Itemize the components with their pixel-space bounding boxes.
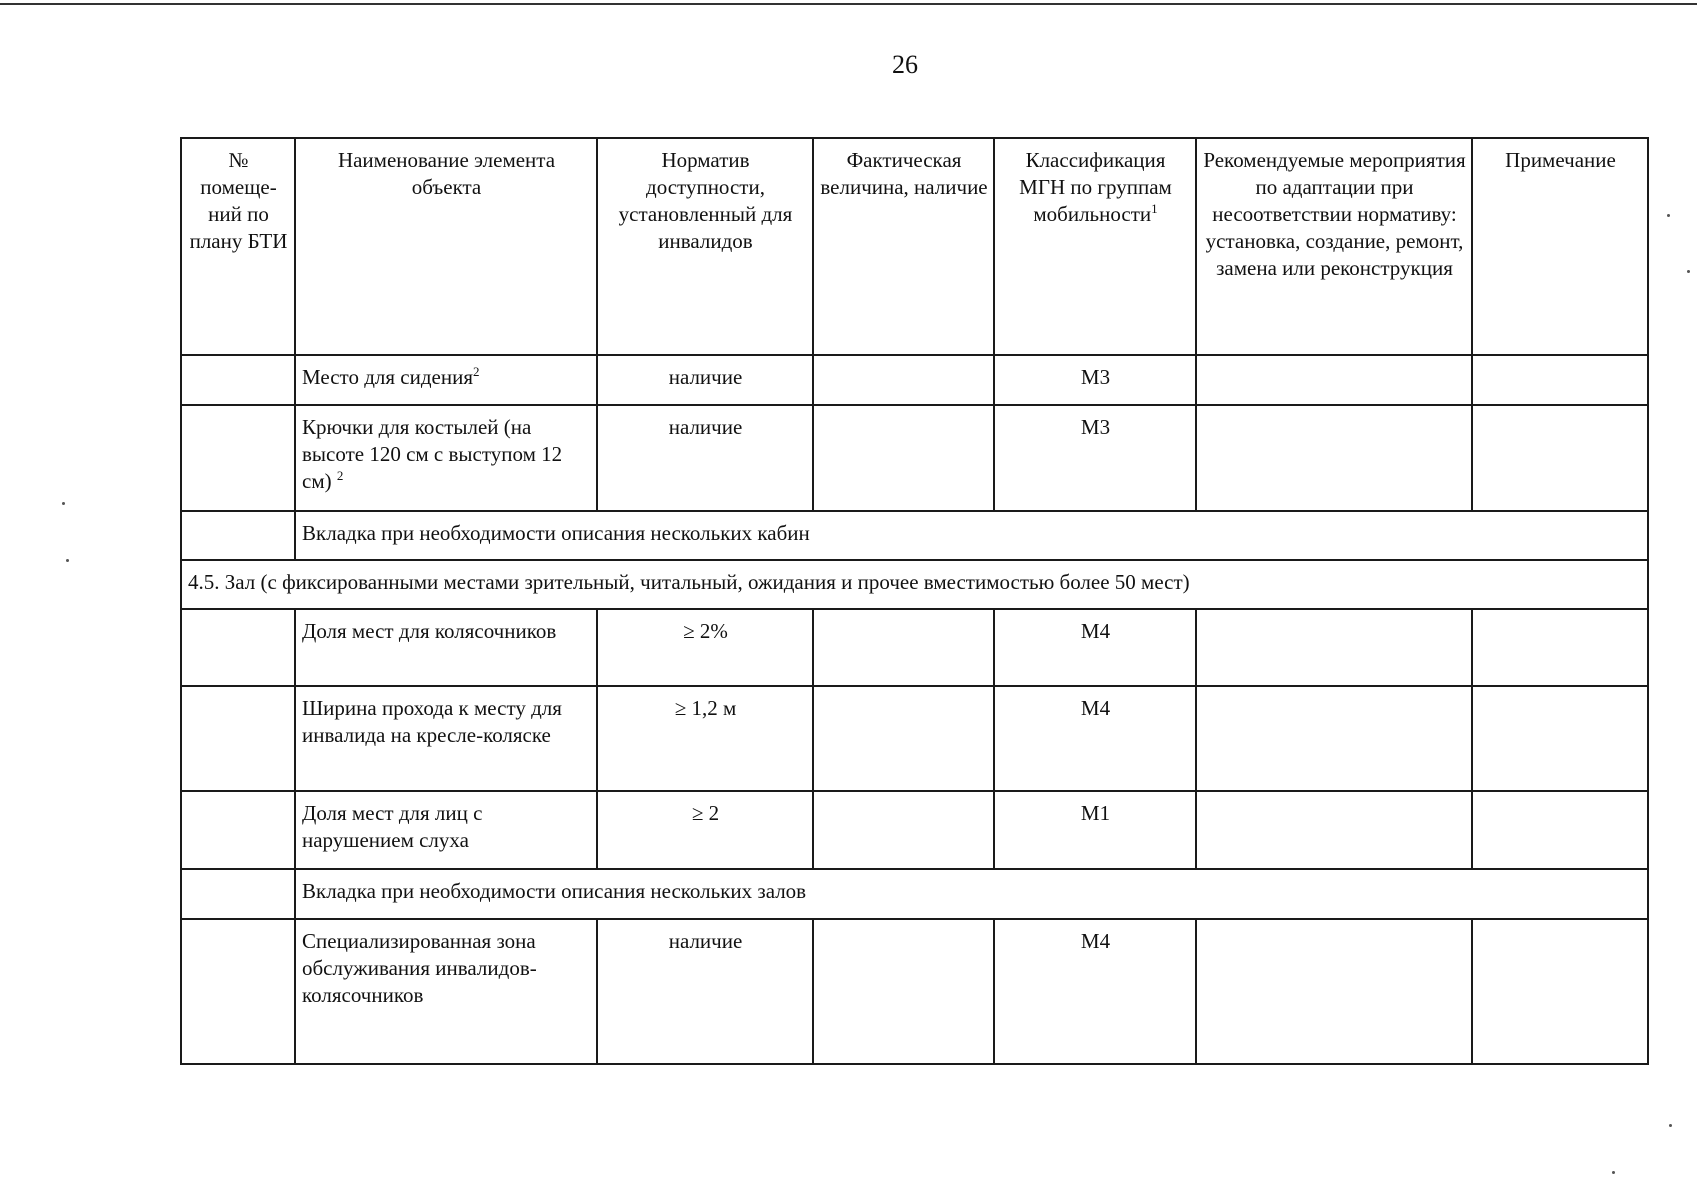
cell-recommended-measures (1196, 686, 1472, 791)
header-mgn-classification-text: Классификация МГН по группам мобильности (1019, 148, 1172, 226)
cell-note (1472, 405, 1648, 511)
table-row (181, 919, 1648, 1064)
cell-note (1472, 686, 1648, 791)
table-row (181, 869, 1648, 919)
scan-speck (1687, 270, 1690, 273)
header-norm: Норматив доступности, установленный для инвалидов (597, 138, 813, 355)
accessibility-table (180, 137, 1649, 1065)
footnote-mark: 2 (472, 364, 480, 379)
scan-speck (1667, 214, 1670, 217)
cell-room-number (181, 355, 295, 405)
cell-mgn-class: М3 (994, 405, 1196, 511)
table-section-row (181, 560, 1648, 609)
cell-recommended-measures (1196, 919, 1472, 1064)
cell-norm: ≥ 2% (597, 609, 813, 686)
top-border-line (0, 3, 1697, 5)
table-row (181, 355, 1648, 405)
cell-insert-note: Вкладка при необходимости описания нескольких кабин (295, 511, 1648, 560)
cell-note (1472, 355, 1648, 405)
header-element-name: Наименование элемента объекта (295, 138, 597, 355)
scan-speck (66, 559, 69, 562)
cell-recommended-measures (1196, 405, 1472, 511)
cell-room-number (181, 405, 295, 511)
cell-mgn-class: М4 (994, 609, 1196, 686)
cell-element-name: Ширина прохода к месту для инвалида на кресле-коляске (295, 686, 597, 791)
cell-mgn-class: М4 (994, 919, 1196, 1064)
cell-actual-value (813, 405, 994, 511)
table-row (181, 686, 1648, 791)
cell-actual-value (813, 355, 994, 405)
element-name-text: Место для сидения (302, 365, 473, 389)
cell-mgn-class: М4 (994, 686, 1196, 791)
cell-norm: наличие (597, 355, 813, 405)
page-number: 26 (892, 50, 918, 79)
cell-room-number (181, 609, 295, 686)
footnote-mark: 2 (336, 468, 344, 483)
scan-speck (62, 502, 65, 505)
table-row (181, 791, 1648, 869)
scan-speck (1612, 1171, 1615, 1174)
cell-element-name: Доля мест для колясочников (295, 609, 597, 686)
cell-actual-value (813, 686, 994, 791)
cell-room-number (181, 919, 295, 1064)
header-room-number: № помеще-ний по плану БТИ (181, 138, 295, 355)
cell-note (1472, 791, 1648, 869)
cell-norm: наличие (597, 405, 813, 511)
header-actual-value: Фактическая величина, наличие (813, 138, 994, 355)
table-row (181, 609, 1648, 686)
cell-note (1472, 609, 1648, 686)
cell-norm: ≥ 1,2 м (597, 686, 813, 791)
cell-element-name: Специализированная зона обслуживания инвалидов-колясочников (295, 919, 597, 1064)
cell-mgn-class: М3 (994, 355, 1196, 405)
cell-element-name: Доля мест для лиц с нарушением слуха (295, 791, 597, 869)
cell-recommended-measures (1196, 355, 1472, 405)
cell-actual-value (813, 791, 994, 869)
cell-norm: ≥ 2 (597, 791, 813, 869)
cell-actual-value (813, 609, 994, 686)
cell-recommended-measures (1196, 609, 1472, 686)
table-row (181, 405, 1648, 511)
cell-room-number (181, 686, 295, 791)
table-header-row (181, 138, 1648, 355)
table-row (181, 511, 1648, 560)
cell-element-name (295, 355, 597, 405)
header-mgn-classification (994, 138, 1196, 355)
cell-recommended-measures (1196, 791, 1472, 869)
cell-actual-value (813, 919, 994, 1064)
cell-room-number (181, 511, 295, 560)
cell-norm: наличие (597, 919, 813, 1064)
section-heading: 4.5. Зал (с фиксированными местами зрительный, читальный, ожидания и прочее вместимостью более 50 мест) (181, 560, 1648, 609)
cell-element-name (295, 405, 597, 511)
header-recommended-measures: Рекомендуемые мероприятия по адаптации при несоответствии нормативу: установка, создание, ремонт, замена или реконструкция (1196, 138, 1472, 355)
header-note: Примечание (1472, 138, 1648, 355)
cell-note (1472, 919, 1648, 1064)
element-name-text: Крючки для костылей (на высоте 120 см с выступом 12 см) (302, 415, 563, 493)
cell-room-number (181, 791, 295, 869)
cell-insert-note: Вкладка при необходимости описания нескольких залов (295, 869, 1648, 919)
cell-mgn-class: М1 (994, 791, 1196, 869)
cell-room-number (181, 869, 295, 919)
scan-speck (1669, 1124, 1672, 1127)
header-footnote-mark: 1 (1151, 201, 1158, 216)
